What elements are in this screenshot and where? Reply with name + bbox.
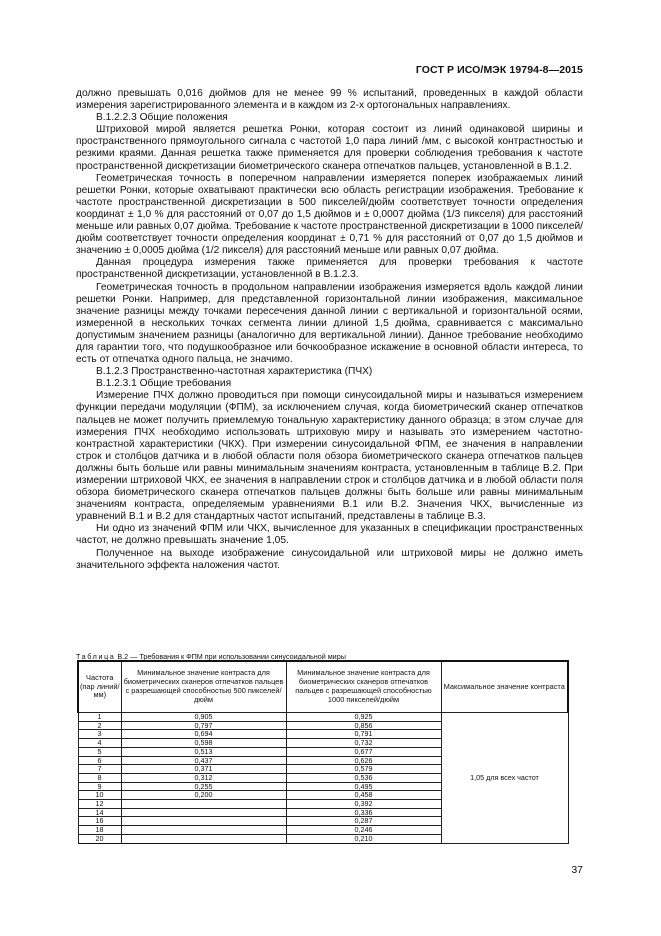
- cell-frequency: 20: [78, 834, 121, 843]
- cell-min-1000: 0,336: [286, 808, 441, 817]
- cell-frequency: 8: [78, 773, 121, 782]
- cell-frequency: 12: [78, 800, 121, 809]
- cell-min-1000: 0,392: [286, 800, 441, 809]
- body-text: [76, 88, 583, 572]
- cell-min-500: [121, 800, 286, 809]
- header-max-contrast: Максимальное значение контраста: [441, 661, 568, 713]
- cell-frequency: 3: [78, 730, 121, 739]
- header-min-contrast-500: Минимальное значение контраста для биометрических сканеров отпечатков пальцев с разрешающей способностью 500 пикселей/дюйм: [121, 661, 286, 713]
- cell-min-500: 0,905: [121, 713, 286, 722]
- mtf-requirements-table: [77, 660, 569, 844]
- cell-frequency: 4: [78, 739, 121, 748]
- cell-min-1000: 0,677: [286, 747, 441, 756]
- cell-min-500: 0,513: [121, 747, 286, 756]
- cell-frequency: 6: [78, 756, 121, 765]
- table-row: [78, 713, 568, 722]
- cell-min-1000: 0,856: [286, 721, 441, 730]
- cell-frequency: 1: [78, 713, 121, 722]
- cell-min-1000: 0,287: [286, 817, 441, 826]
- cell-min-1000: 0,791: [286, 730, 441, 739]
- cell-min-500: 0,694: [121, 730, 286, 739]
- paragraph: Геометрическая точность в поперечном направлении измеряется поперек изображаемых линий решетки Ронки, которые охватывают практически всю область регистрации изображения. Требование к частоте пространственной дискретизации в 500 пикселей/дюйм соответствует точности определения координат ± 1,0 % для расстояний от 0,07 до 1,5 дюймов и ± 0,0007 дюйма (1/3 пикселя) для расстояний меньше или равных 0,07 дюйма. Требование к частоте пространственной дискретизации в 1000 пикселей/дюйм соответствует точности определения координат ± 0,71 % для расстояний от 0,07 до 1,5 дюймов и значению ± 0,0005 дюйма (1/2 пикселя) для расстояний меньше или равных 0,07 дюйма.: [76, 172, 583, 257]
- cell-min-1000: 0,458: [286, 791, 441, 800]
- cell-min-1000: 0,210: [286, 834, 441, 843]
- cell-min-1000: 0,495: [286, 782, 441, 791]
- section-heading: В.1.2.2.3 Общие положения: [96, 112, 228, 124]
- cell-min-1000: 0,626: [286, 756, 441, 765]
- paragraph: Геометрическая точность в продольном направлении изображения измеряется вдоль каждой линии решетки Ронки. Например, для представленной горизонтальной линии изображения, максимальное значение разницы между точками пересечения данной линии с вертикальной и горизонтальной осями, измеренной в нескольких точках сегмента линии длиной 1,5 дюйма, сравнивается с максимально допустимым значением разницы (аналогично для вертикальной линии). Данное требование необходимо для гарантии того, что подушкообразное или бочкообразное искажение в основной области интереса, то есть от отпечатка одного пальца, не значимо.: [76, 281, 583, 366]
- cell-frequency: 18: [78, 826, 121, 835]
- paragraph: Полученное на выходе изображение синусоидальной или штриховой миры не должно иметь значительного эффекта наложения частот.: [76, 547, 583, 571]
- cell-frequency: 2: [78, 721, 121, 730]
- header-min-contrast-1000: Минимальное значение контраста для биометрических сканеров отпечатков пальцев с разрешающей способностью 1000 пикселей/дюйм: [286, 661, 441, 713]
- cell-min-1000: 0,579: [286, 765, 441, 774]
- section-heading: В.1.2.3 Пространственно-частотная характеристика (ПЧХ): [96, 366, 373, 378]
- cell-frequency: 14: [78, 808, 121, 817]
- cell-min-500: [121, 808, 286, 817]
- cell-max-contrast: 1,05 для всех частот: [441, 713, 568, 844]
- paragraph: Штриховой мирой является решетка Ронки, которая состоит из линий одинаковой ширины и пространственного прямоугольного сигнала с частотой 1,0 пара линий /мм, с высокой контрастностью и резкими краями. Данная решетка также применяется для проверки соблюдения требования к частоте пространственной дискретизации биометрического сканера отпечатков пальцев, установленной в В.1.2.: [76, 124, 583, 172]
- paragraph: должно превышать 0,016 дюймов для не менее 99 % испытаний, проведенных в каждой области измерения зарегистрированного элемента и в каждом из 2-х ортогональных направлениях.: [76, 88, 583, 112]
- cell-min-500: [121, 826, 286, 835]
- table-caption-text: В.2 — Требования к ФПМ при использовании синусоидальной миры: [115, 652, 346, 661]
- standard-header: ГОСТ Р ИСО/МЭК 19794-8—2015: [415, 64, 583, 76]
- cell-min-500: 0,598: [121, 739, 286, 748]
- section-heading: В.1.2.3.1 Общие требования: [96, 378, 232, 390]
- cell-min-1000: 0,732: [286, 739, 441, 748]
- cell-min-500: 0,797: [121, 721, 286, 730]
- cell-min-1000: 0,925: [286, 713, 441, 722]
- header-frequency: Частота (пар линий/мм): [78, 661, 121, 713]
- paragraph: Данная процедура измерения также применяется для проверки требования к частоте пространственной дискретизации, установленной в В.1.2.3.: [76, 257, 583, 281]
- cell-frequency: 9: [78, 782, 121, 791]
- cell-frequency: 10: [78, 791, 121, 800]
- cell-min-1000: 0,246: [286, 826, 441, 835]
- cell-min-500: 0,255: [121, 782, 286, 791]
- table-caption-prefix: Таблица: [76, 652, 116, 661]
- paragraph: Ни одно из значений ФПМ или ЧКХ, вычисленное для указанных в спецификации пространственных частот, не должно превышать значение 1,05.: [76, 523, 583, 547]
- cell-min-500: [121, 817, 286, 826]
- cell-min-500: 0,437: [121, 756, 286, 765]
- cell-min-500: [121, 834, 286, 843]
- paragraph: Измерение ПЧХ должно проводиться при помощи синусоидальной миры и называться измерением функции передачи модуляции (ФПМ), за исключением случая, когда биометрический сканер отпечатков пальцев не может получить приемлемую тональную характеристику данного образца; в этом случае для измерения ПЧХ необходимо использовать штриховую миру и называть это измерением частотно-контрастной характеристики (ЧКХ). При измерении синусоидальной ФПМ, ее значения в направлении строк и столбцов датчика и в любой области поля обзора биометрического сканера отпечатков пальцев должны быть больше или равны минимальным значениям контраста, установленным в таблице В.2. При измерении штриховой ЧКХ, ее значения в направлении строк и столбцов датчика и в любой области поля обзора биометрического сканера отпечатков пальцев должны быть больше или равны минимальным значениям контраста, определяемым уравнениями В.1 или В.2. Значения ЧКХ, вычисленные из уравнений В.1 и В.2 для стандартных частот испытаний, представлены в таблице В.3.: [76, 390, 583, 523]
- cell-min-500: 0,371: [121, 765, 286, 774]
- cell-min-1000: 0,536: [286, 773, 441, 782]
- cell-frequency: 16: [78, 817, 121, 826]
- cell-frequency: 5: [78, 747, 121, 756]
- cell-min-500: 0,200: [121, 791, 286, 800]
- cell-frequency: 7: [78, 765, 121, 774]
- cell-min-500: 0,312: [121, 773, 286, 782]
- page-number: 37: [571, 864, 583, 876]
